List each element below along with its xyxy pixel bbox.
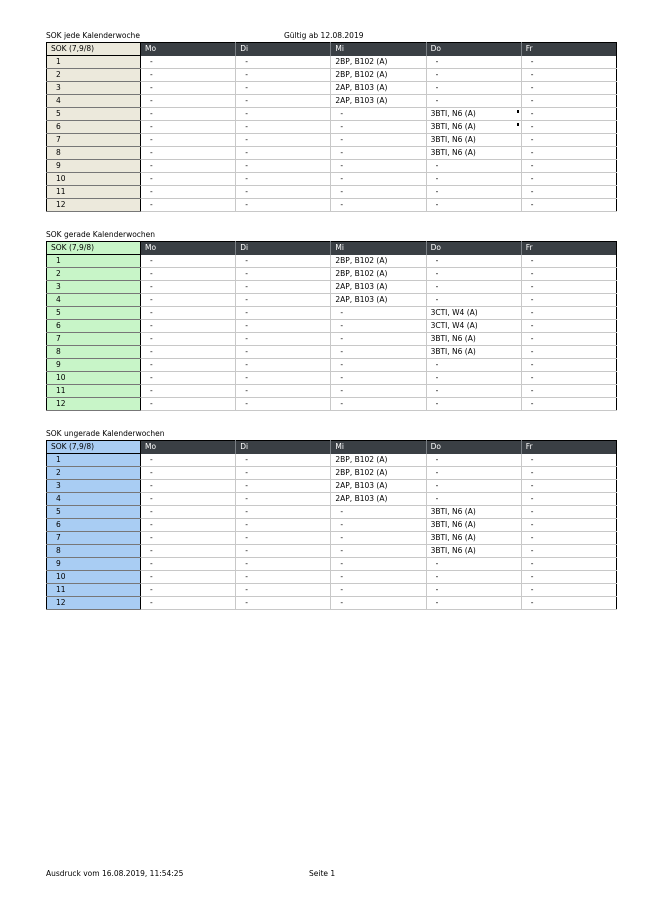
timetable [46,241,617,411]
lesson-cell: - [236,385,331,398]
lesson-cell: - [141,121,236,134]
table-header-row [47,441,617,454]
lesson-cell: 3CTI, W4 (A) [426,307,521,320]
lesson-cell: - [331,385,426,398]
lesson-cell: - [521,108,616,121]
lesson-cell: - [521,385,616,398]
period-cell: 10 [47,372,141,385]
section-title: SOK ungerade Kalenderwochen [46,429,165,438]
lesson-cell: - [236,398,331,411]
lesson-cell: - [141,372,236,385]
lesson-cell: - [521,121,616,134]
lesson-cell: - [141,199,236,212]
lesson-cell: - [141,467,236,480]
lesson-cell: - [331,333,426,346]
lesson-cell: - [521,147,616,160]
table-row [47,186,617,199]
lesson-cell: - [141,385,236,398]
table-row [47,294,617,307]
lesson-cell: - [141,532,236,545]
lesson-cell: - [236,519,331,532]
section-weekly [46,30,617,212]
column-header: Di [236,43,331,56]
table-row [47,160,617,173]
lesson-cell: - [521,173,616,186]
period-cell: 11 [47,186,141,199]
table-row [47,493,617,506]
period-cell: 11 [47,584,141,597]
lesson-cell: - [331,545,426,558]
column-header: Mo [141,441,236,454]
column-header: Do [426,242,521,255]
table-row [47,506,617,519]
table-row [47,467,617,480]
lesson-cell: - [426,281,521,294]
lesson-cell: - [331,558,426,571]
lesson-cell: 2AP, B103 (A) [331,82,426,95]
table-row [47,121,617,134]
lesson-cell: 2AP, B103 (A) [331,281,426,294]
valid-from-label: Gültig ab 12.08.2019 [284,31,364,40]
lesson-cell: - [521,398,616,411]
lesson-cell: - [141,493,236,506]
lesson-cell: - [236,493,331,506]
lesson-cell: - [331,147,426,160]
lesson-cell: - [521,519,616,532]
page-number: Seite 1 [309,869,336,878]
lesson-cell: - [426,95,521,108]
lesson-cell: - [141,268,236,281]
lesson-cell: - [141,454,236,467]
lesson-cell: - [426,584,521,597]
lesson-cell: - [331,506,426,519]
lesson-cell: - [521,480,616,493]
column-header: Mi [331,441,426,454]
lesson-cell: - [521,454,616,467]
lesson-cell: - [141,82,236,95]
table-row [47,454,617,467]
period-cell: 1 [47,454,141,467]
lesson-cell: - [236,173,331,186]
lesson-cell: 2AP, B103 (A) [331,294,426,307]
table-row [47,519,617,532]
lesson-cell: - [521,558,616,571]
section-header [46,428,617,440]
section-header [46,30,617,42]
lesson-cell: - [141,584,236,597]
lesson-cell: - [141,108,236,121]
period-cell: 8 [47,346,141,359]
lesson-cell: - [236,82,331,95]
period-cell: 12 [47,199,141,212]
lesson-cell: - [426,160,521,173]
lesson-cell: - [426,255,521,268]
lesson-cell: - [236,69,331,82]
lesson-cell: 3BTI, N6 (A) [426,506,521,519]
lesson-cell: - [331,398,426,411]
lesson-cell: - [521,571,616,584]
lesson-cell: 3CTI, W4 (A) [426,320,521,333]
period-cell: 12 [47,597,141,610]
lesson-cell: 3BTI, N6 (A) [426,147,521,160]
lesson-cell: - [521,597,616,610]
period-cell: 5 [47,108,141,121]
lesson-cell: - [236,584,331,597]
lesson-cell: - [236,333,331,346]
lesson-cell: - [331,346,426,359]
lesson-cell: 3BTI, N6 (A) [426,333,521,346]
lesson-cell: - [521,372,616,385]
lesson-cell: - [141,571,236,584]
column-header: Mi [331,43,426,56]
lesson-cell: - [331,186,426,199]
lesson-cell: - [521,255,616,268]
table-row [47,255,617,268]
column-header: Fr [521,242,616,255]
lesson-cell: - [521,56,616,69]
lesson-cell: - [521,532,616,545]
lesson-cell: - [141,398,236,411]
lesson-cell: - [236,320,331,333]
lesson-cell: - [141,56,236,69]
section-title: SOK gerade Kalenderwochen [46,230,156,239]
lesson-cell: - [426,493,521,506]
lesson-cell: - [426,268,521,281]
lesson-cell: - [236,545,331,558]
lesson-cell: - [236,199,331,212]
lesson-cell: - [521,493,616,506]
period-cell: 7 [47,532,141,545]
period-cell: 2 [47,467,141,480]
lesson-cell: 2BP, B102 (A) [331,255,426,268]
lesson-cell: - [521,320,616,333]
period-cell: 6 [47,519,141,532]
lesson-cell: - [236,255,331,268]
lesson-cell: 2BP, B102 (A) [331,454,426,467]
table-row [47,385,617,398]
lesson-cell: 3BTI, N6 (A) [426,346,521,359]
period-cell: 9 [47,160,141,173]
column-header: Mo [141,43,236,56]
lesson-cell: - [521,294,616,307]
lesson-cell: - [521,82,616,95]
period-cell: 10 [47,173,141,186]
column-header: Mi [331,242,426,255]
period-cell: 6 [47,320,141,333]
lesson-cell: - [236,160,331,173]
lesson-cell: - [141,558,236,571]
lesson-cell: - [521,268,616,281]
section-header [46,229,617,241]
lesson-cell: 3BTI, N6 (A) [426,545,521,558]
lesson-cell: - [331,199,426,212]
lesson-cell: - [331,519,426,532]
lesson-cell: - [521,281,616,294]
lesson-cell: - [141,69,236,82]
lesson-cell: - [331,108,426,121]
lesson-cell: 2BP, B102 (A) [331,467,426,480]
table-row [47,584,617,597]
lesson-cell: - [236,186,331,199]
lesson-cell: 3BTI, N6 (A) [426,134,521,147]
table-row [47,199,617,212]
lesson-cell: - [521,346,616,359]
table-row [47,56,617,69]
table-row [47,268,617,281]
lesson-cell: - [141,480,236,493]
lesson-cell: - [236,121,331,134]
lesson-cell: - [426,372,521,385]
table-header-row [47,43,617,56]
period-cell: 8 [47,147,141,160]
lesson-cell: - [331,571,426,584]
lesson-cell: - [236,268,331,281]
table-row [47,571,617,584]
lesson-cell: - [331,372,426,385]
lesson-cell: - [141,359,236,372]
lesson-cell: - [426,173,521,186]
section-odd-weeks [46,428,617,610]
lesson-cell: - [521,545,616,558]
lesson-cell: - [236,558,331,571]
period-cell: 3 [47,82,141,95]
lesson-cell: - [141,320,236,333]
selection-handle-top[interactable] [517,110,519,113]
lesson-cell: 2BP, B102 (A) [331,56,426,69]
table-row [47,558,617,571]
lesson-cell: - [521,199,616,212]
period-cell: 4 [47,95,141,108]
period-cell: 1 [47,56,141,69]
print-timestamp: Ausdruck vom 16.08.2019, 11:54:25 [46,869,184,878]
table-row [47,532,617,545]
column-header: Di [236,441,331,454]
column-header: Fr [521,441,616,454]
lesson-cell: - [236,454,331,467]
lesson-cell: - [331,307,426,320]
lesson-cell: - [141,95,236,108]
column-header: Mo [141,242,236,255]
table-row [47,281,617,294]
lesson-cell: - [331,532,426,545]
lesson-cell: - [236,147,331,160]
lesson-cell: - [141,160,236,173]
lesson-cell: - [426,56,521,69]
lesson-cell: 2BP, B102 (A) [331,268,426,281]
lesson-cell: - [141,307,236,320]
lesson-cell: - [521,333,616,346]
lesson-cell: - [236,108,331,121]
lesson-cell: - [331,597,426,610]
lesson-cell: - [141,147,236,160]
lesson-cell: - [236,532,331,545]
period-cell: 1 [47,255,141,268]
lesson-cell: - [426,480,521,493]
lesson-cell: - [236,467,331,480]
table-row [47,545,617,558]
lesson-cell: - [236,281,331,294]
lesson-cell: - [521,186,616,199]
lesson-cell: - [236,56,331,69]
lesson-cell: 2AP, B103 (A) [331,95,426,108]
section-even-weeks [46,229,617,411]
lesson-cell: - [426,359,521,372]
lesson-cell: - [141,281,236,294]
lesson-cell: - [236,597,331,610]
lesson-cell: - [141,173,236,186]
column-header: Fr [521,43,616,56]
lesson-cell: - [141,134,236,147]
table-row [47,147,617,160]
lesson-cell: - [236,134,331,147]
period-cell: 4 [47,493,141,506]
lesson-cell: 3BTI, N6 (A) [426,519,521,532]
lesson-cell: 2BP, B102 (A) [331,69,426,82]
table-row [47,359,617,372]
period-cell: 5 [47,307,141,320]
lesson-cell: - [141,255,236,268]
lesson-cell: - [521,95,616,108]
lesson-cell: - [521,134,616,147]
lesson-cell: - [236,95,331,108]
lesson-cell: - [426,294,521,307]
lesson-cell: - [331,359,426,372]
lesson-cell: - [141,506,236,519]
table-row [47,173,617,186]
column-header: Do [426,43,521,56]
lesson-cell: - [426,385,521,398]
lesson-cell: - [426,186,521,199]
lesson-cell: 2AP, B103 (A) [331,480,426,493]
lesson-cell: - [426,454,521,467]
period-cell: 3 [47,281,141,294]
period-cell: 9 [47,558,141,571]
period-cell: 7 [47,333,141,346]
period-cell: 3 [47,480,141,493]
lesson-cell: - [426,82,521,95]
table-row [47,134,617,147]
lesson-cell: - [141,545,236,558]
lesson-cell: - [331,160,426,173]
lesson-cell: 3BTI, N6 (A) [426,532,521,545]
column-header: SOK (7,9/8) [47,441,141,454]
lesson-cell: - [141,597,236,610]
lesson-cell: - [426,199,521,212]
lesson-cell: - [521,359,616,372]
table-row [47,82,617,95]
table-row [47,372,617,385]
lesson-cell: - [426,571,521,584]
table-row [47,95,617,108]
lesson-cell: - [236,359,331,372]
period-cell: 5 [47,506,141,519]
lesson-cell: - [141,346,236,359]
lesson-cell: - [141,186,236,199]
lesson-cell: - [141,294,236,307]
selection-handle-bottom[interactable] [517,123,519,126]
table-header-row [47,242,617,255]
table-row [47,307,617,320]
column-header: SOK (7,9/8) [47,242,141,255]
lesson-cell: - [521,307,616,320]
lesson-cell: - [521,584,616,597]
lesson-cell: - [236,506,331,519]
period-cell: 8 [47,545,141,558]
period-cell: 9 [47,359,141,372]
period-cell: 11 [47,385,141,398]
lesson-cell: 2AP, B103 (A) [331,493,426,506]
column-header: Do [426,441,521,454]
lesson-cell: - [236,307,331,320]
column-header: SOK (7,9/8) [47,43,141,56]
lesson-cell: - [426,69,521,82]
period-cell: 12 [47,398,141,411]
table-row [47,69,617,82]
table-row [47,108,617,121]
lesson-cell: - [141,333,236,346]
lesson-cell: - [331,134,426,147]
lesson-cell: - [331,320,426,333]
column-header: Di [236,242,331,255]
section-title: SOK jede Kalenderwoche [46,31,140,40]
lesson-cell: - [141,519,236,532]
period-cell: 4 [47,294,141,307]
period-cell: 6 [47,121,141,134]
table-row [47,346,617,359]
lesson-cell: - [521,69,616,82]
lesson-cell: - [331,173,426,186]
period-cell: 10 [47,571,141,584]
lesson-cell: 3BTI, N6 (A) [426,121,521,134]
lesson-cell: - [331,584,426,597]
timetable [46,440,617,610]
lesson-cell: - [426,597,521,610]
lesson-cell: - [236,372,331,385]
lesson-cell: - [236,571,331,584]
lesson-cell: - [521,506,616,519]
timetable [46,42,617,212]
lesson-cell: - [521,160,616,173]
table-row [47,333,617,346]
lesson-cell: - [331,121,426,134]
lesson-cell: 3BTI, N6 (A) [426,108,521,121]
lesson-cell: - [426,467,521,480]
lesson-cell: - [236,294,331,307]
lesson-cell: - [236,480,331,493]
period-cell: 2 [47,69,141,82]
table-row [47,480,617,493]
table-row [47,597,617,610]
table-row [47,398,617,411]
period-cell: 7 [47,134,141,147]
lesson-cell: - [426,558,521,571]
lesson-cell: - [426,398,521,411]
lesson-cell: - [236,346,331,359]
period-cell: 2 [47,268,141,281]
table-row [47,320,617,333]
lesson-cell: - [521,467,616,480]
